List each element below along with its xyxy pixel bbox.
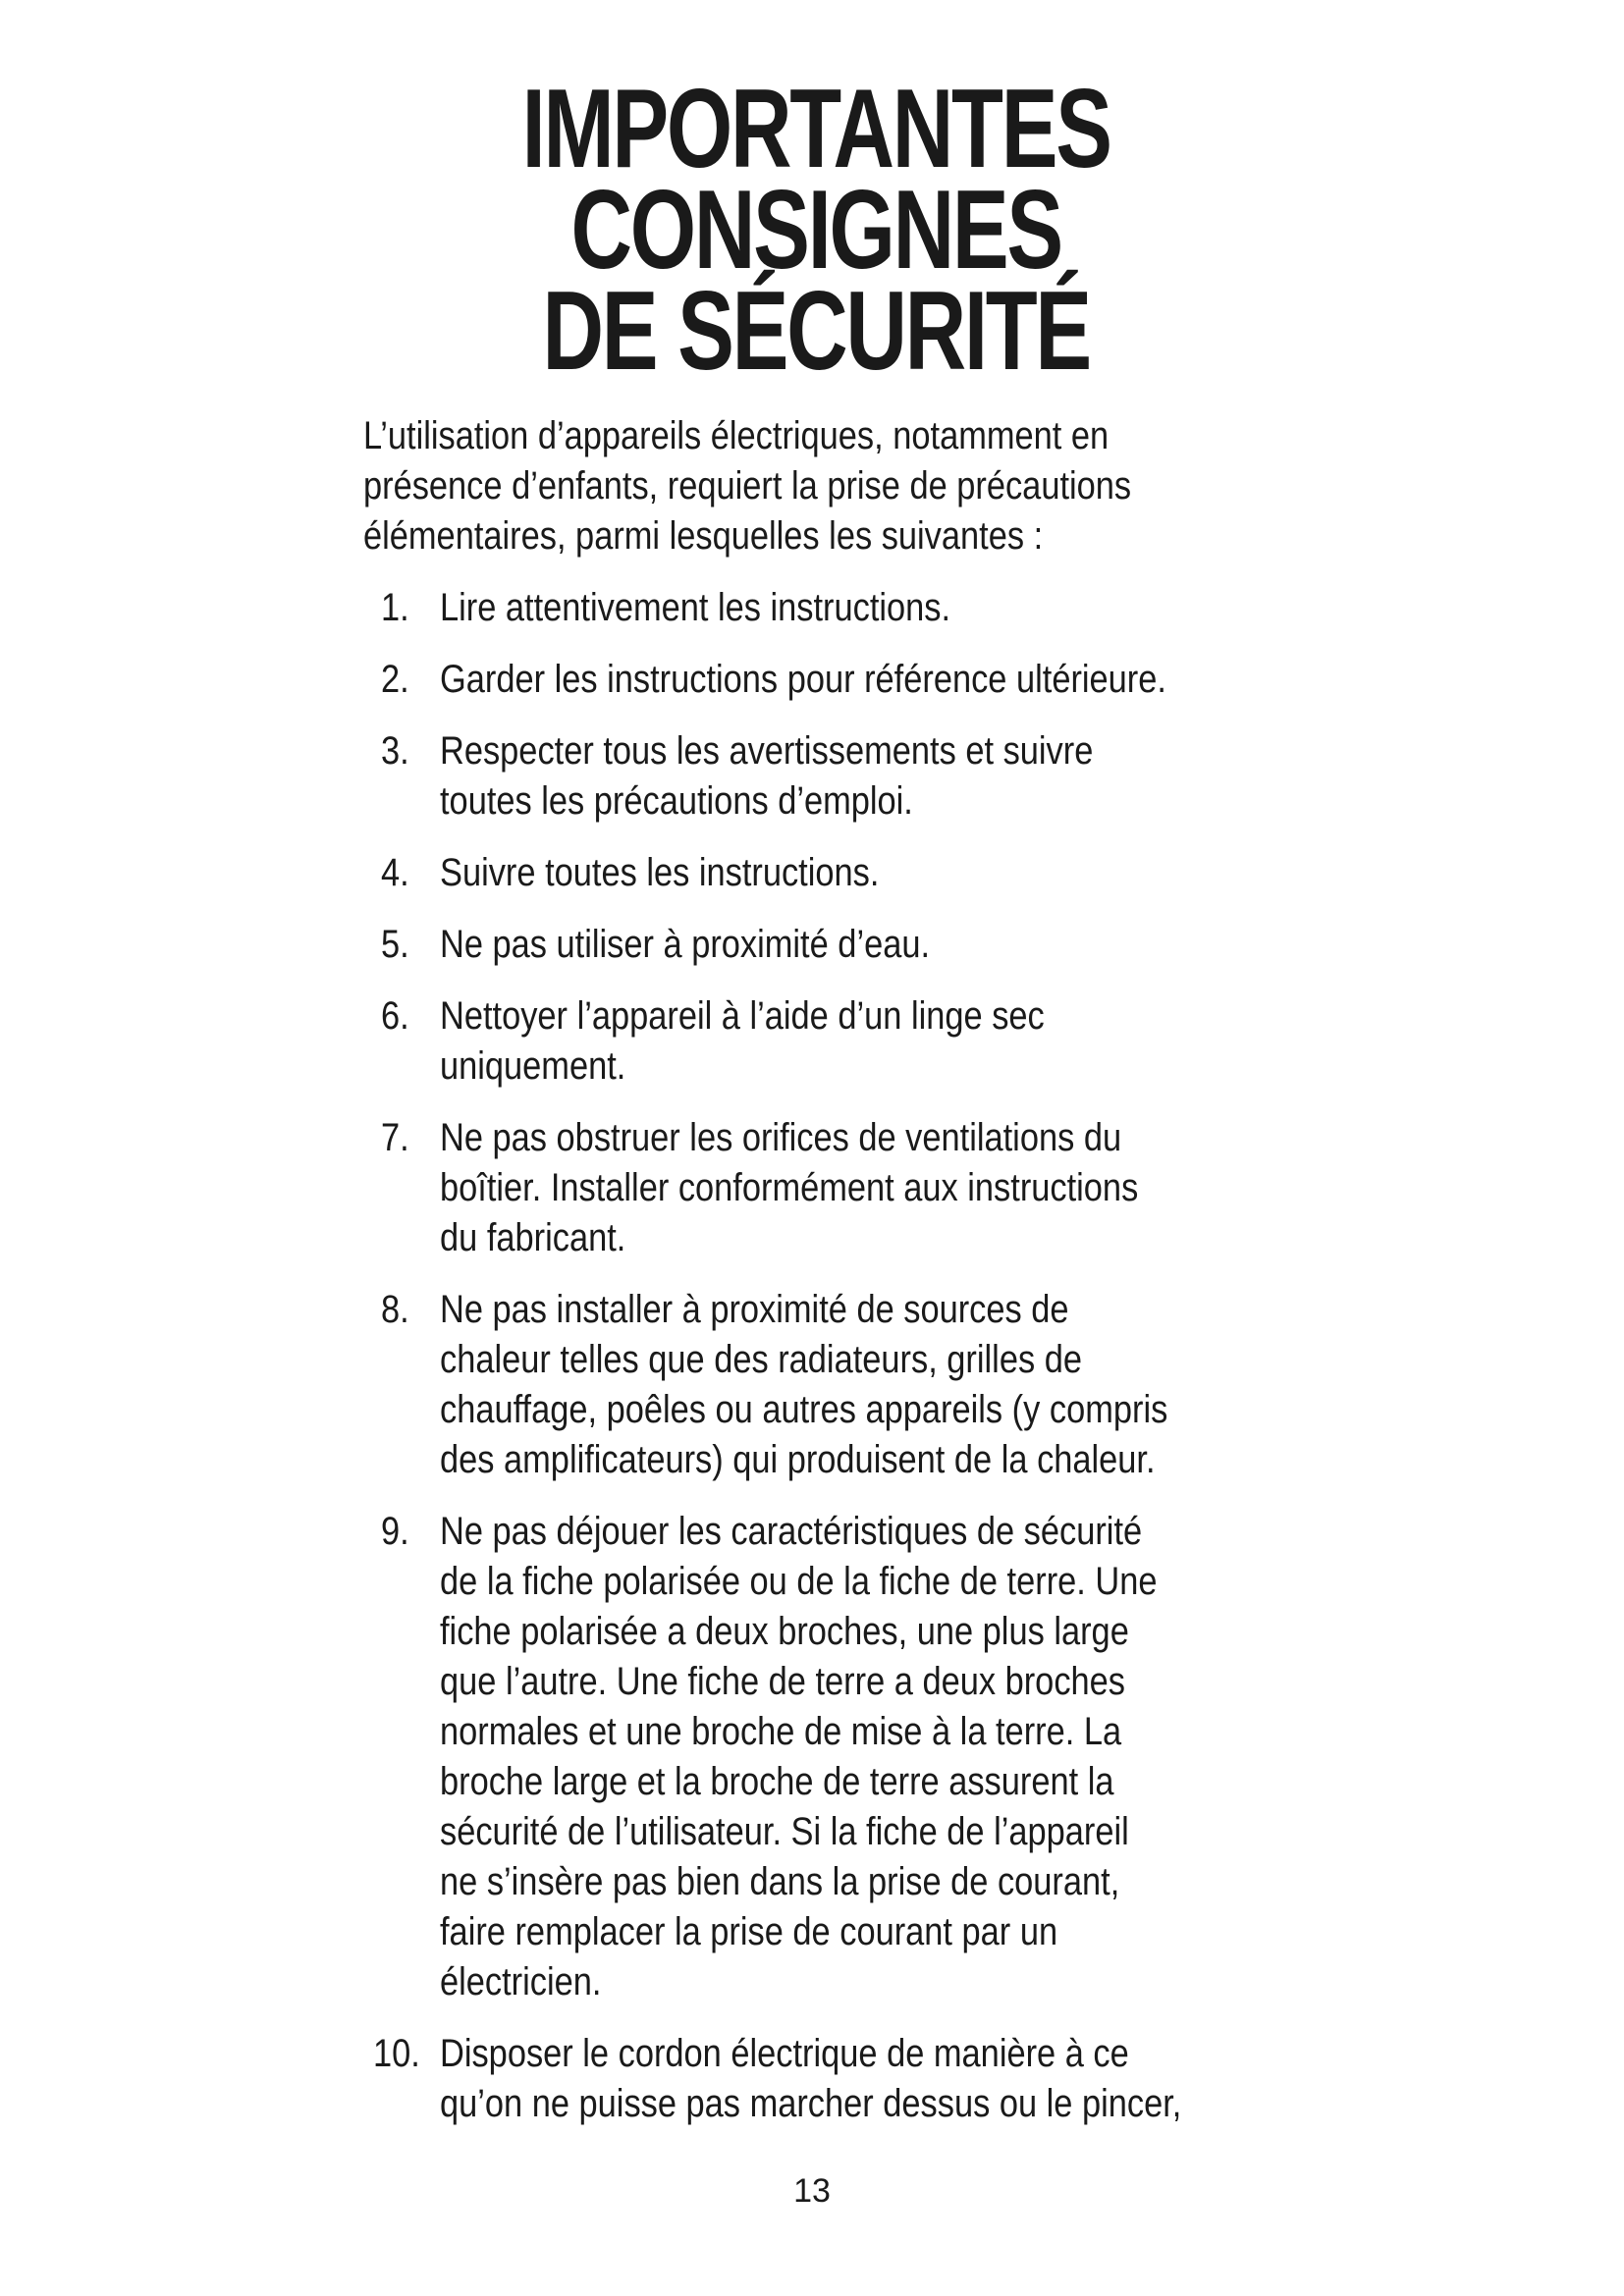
list-item bbox=[363, 991, 1267, 1092]
list-item-text bbox=[440, 655, 1284, 705]
list-item-line: que l’autre. Une fiche de terre a deux broches bbox=[440, 1660, 1125, 1703]
list-item bbox=[363, 1507, 1267, 2007]
list-item-line: Suivre toutes les instructions. bbox=[440, 851, 880, 894]
intro-paragraph bbox=[363, 411, 1275, 561]
list-item-line: de la fiche polarisée ou de la fiche de terre. Une bbox=[440, 1560, 1158, 1603]
list-item-number: 8. bbox=[381, 1288, 409, 1331]
list-item-text bbox=[440, 1113, 1284, 1263]
intro-line-3: élémentaires, parmi lesquelles les suivantes : bbox=[363, 514, 1044, 558]
list-item-number: 7. bbox=[381, 1116, 409, 1159]
list-item-number: 6. bbox=[381, 994, 409, 1038]
list-item-number: 3. bbox=[381, 729, 409, 773]
list-item-number: 4. bbox=[381, 851, 409, 894]
list-item-line: Ne pas obstruer les orifices de ventilations du bbox=[440, 1116, 1122, 1159]
list-item-line: Garder les instructions pour référence ultérieure. bbox=[440, 658, 1166, 701]
list-item-line: ne s’insère pas bien dans la prise de courant, bbox=[440, 1860, 1120, 1903]
list-item-number: 10. bbox=[373, 2032, 420, 2075]
list-item bbox=[363, 1285, 1267, 1485]
list-item bbox=[363, 1113, 1267, 1263]
list-item bbox=[363, 920, 1267, 970]
list-item-text bbox=[440, 920, 1284, 970]
list-item-line: fiche polarisée a deux broches, une plus large bbox=[440, 1610, 1129, 1653]
list-item-text bbox=[440, 991, 1284, 1092]
list-item-line: électricien. bbox=[440, 1960, 602, 2003]
list-item-text bbox=[440, 726, 1284, 827]
page-title bbox=[473, 67, 1160, 394]
title-line-3: DE SÉCURITÉ bbox=[542, 269, 1090, 394]
list-item-line: qu’on ne puisse pas marcher dessus ou le pincer, bbox=[440, 2082, 1182, 2125]
list-item bbox=[363, 655, 1267, 705]
list-item-line: uniquement. bbox=[440, 1044, 626, 1088]
intro-line-1: L’utilisation d’appareils électriques, notamment en bbox=[363, 414, 1110, 457]
list-item-text bbox=[440, 583, 1284, 633]
list-item-line: du fabricant. bbox=[440, 1216, 626, 1259]
list-item-line: normales et une broche de mise à la terre. La bbox=[440, 1710, 1122, 1753]
list-item-text bbox=[440, 1507, 1284, 2007]
list-item-line: boîtier. Installer conformément aux instructions bbox=[440, 1166, 1139, 1209]
list-item bbox=[363, 583, 1267, 633]
list-item-number: 1. bbox=[381, 586, 409, 629]
list-item-line: Nettoyer l’appareil à l’aide d’un linge sec bbox=[440, 994, 1045, 1038]
list-item-text bbox=[440, 1285, 1284, 1485]
list-item-line: Respecter tous les avertissements et suivre bbox=[440, 729, 1094, 773]
list-item-line: Ne pas utiliser à proximité d’eau. bbox=[440, 923, 931, 966]
list-item bbox=[363, 726, 1267, 827]
list-item-line: sécurité de l’utilisateur. Si la fiche de l’appareil bbox=[440, 1810, 1129, 1853]
list-item-line: chaleur telles que des radiateurs, grilles de bbox=[440, 1338, 1082, 1381]
list-item-number: 5. bbox=[381, 923, 409, 966]
list-item bbox=[363, 848, 1267, 898]
list-item-text bbox=[440, 848, 1284, 898]
list-item-line: Lire attentivement les instructions. bbox=[440, 586, 951, 629]
intro-line-2: présence d’enfants, requiert la prise de précautions bbox=[363, 464, 1132, 507]
list-item-line: chauffage, poêles ou autres appareils (y compris bbox=[440, 1388, 1168, 1431]
list-item-line: Ne pas installer à proximité de sources de bbox=[440, 1288, 1069, 1331]
safety-instructions-list bbox=[363, 583, 1267, 2129]
title-line-1: IMPORTANTES bbox=[521, 67, 1110, 191]
list-item-number: 9. bbox=[381, 1510, 409, 1553]
list-item-line: broche large et la broche de terre assurent la bbox=[440, 1760, 1114, 1803]
list-item-line: faire remplacer la prise de courant par un bbox=[440, 1910, 1058, 1953]
list-item-line: Disposer le cordon électrique de manière à ce bbox=[440, 2032, 1129, 2075]
list-item-line: des amplificateurs) qui produisent de la chaleur. bbox=[440, 1438, 1156, 1481]
list-item-line: Ne pas déjouer les caractéristiques de sécurité bbox=[440, 1510, 1143, 1553]
list-item-number: 2. bbox=[381, 658, 409, 701]
list-item-line: toutes les précautions d’emploi. bbox=[440, 779, 913, 823]
title-line-2: CONSIGNES bbox=[570, 168, 1061, 293]
page-number: 13 bbox=[793, 2172, 831, 2210]
document-page bbox=[363, 0, 1267, 2151]
list-item-text bbox=[440, 2029, 1284, 2129]
list-item bbox=[363, 2029, 1267, 2129]
